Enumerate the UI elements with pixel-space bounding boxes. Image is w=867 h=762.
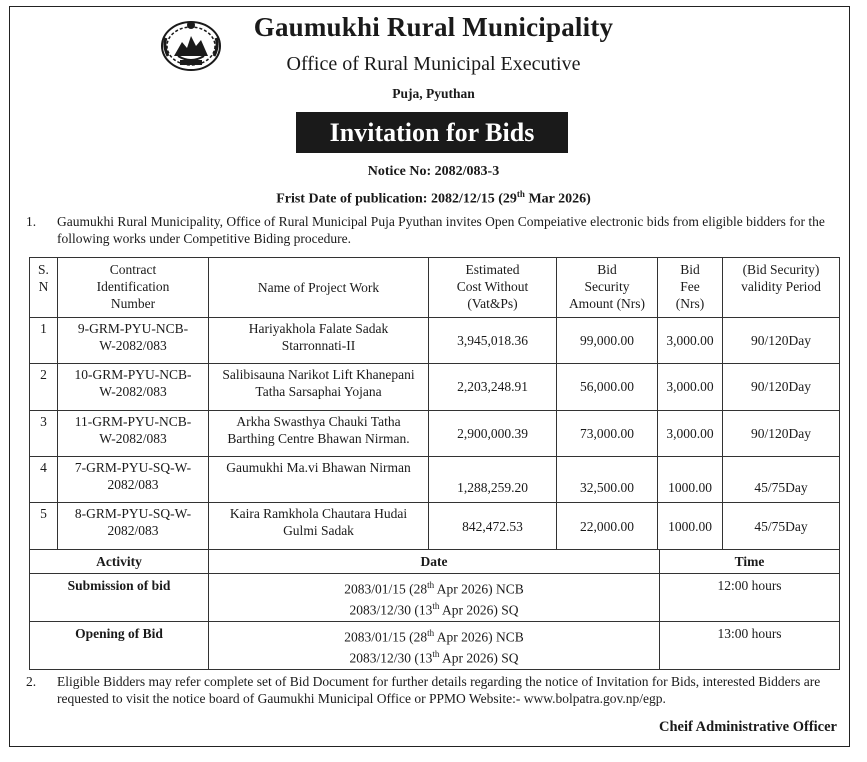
- signature-title: Cheif Administrative Officer: [659, 719, 837, 735]
- row-validity: 90/120Day: [723, 317, 840, 363]
- row-bid-fee: 3,000.00: [658, 410, 723, 456]
- row-bid-fee: 1000.00: [658, 457, 723, 503]
- row-bid-fee: 3,000.00: [658, 317, 723, 363]
- schedule-time: 12:00 hours: [660, 574, 840, 622]
- row-contract-id: 8-GRM-PYU-SQ-W- 2082/083: [58, 503, 209, 550]
- row-bid-security: 22,000.00: [557, 503, 658, 550]
- row-bid-fee: 3,000.00: [658, 364, 723, 410]
- row-contract-id: 10-GRM-PYU-NCB- W-2082/083: [58, 364, 209, 410]
- organization-title: Gaumukhi Rural Municipality: [253, 12, 614, 42]
- table-row: [30, 364, 840, 410]
- notice-banner: Invitation for Bids: [296, 112, 568, 153]
- schedule-activity: Opening of Bid: [30, 622, 209, 670]
- schedule-table: [29, 549, 840, 670]
- row-validity: 45/75Day: [723, 503, 840, 550]
- paragraph-number: 1.: [26, 214, 37, 229]
- row-project-name: Arkha Swasthya Chauki Tatha Barthing Centre Bhawan Nirman.: [209, 410, 429, 456]
- schedule-header: [30, 550, 840, 574]
- row-contract-id: 7-GRM-PYU-SQ-W- 2082/083: [58, 457, 209, 503]
- row-project-name: Hariyakhola Falate Sadak Starronnati-II: [209, 317, 429, 363]
- row-sn: 1: [30, 317, 58, 363]
- row-sn: 5: [30, 503, 58, 550]
- office-name: Office of Rural Municipal Executive: [286, 53, 581, 75]
- schedule-time: 13:00 hours: [660, 622, 840, 670]
- header-contract-id: Contract Identification Number: [58, 258, 209, 318]
- header-time: Time: [660, 550, 840, 574]
- table-row: [30, 622, 840, 670]
- row-project-name: Gaumukhi Ma.vi Bhawan Nirman: [209, 457, 429, 503]
- header-bid-security: Bid Security Amount (Nrs): [557, 258, 658, 318]
- table-row: [30, 503, 840, 550]
- row-bid-security: 99,000.00: [557, 317, 658, 363]
- row-bid-security: 56,000.00: [557, 364, 658, 410]
- table-row: [30, 317, 840, 363]
- office-location: Puja, Pyuthan: [392, 86, 475, 101]
- header-project-name: Name of Project Work: [209, 258, 429, 318]
- row-contract-id: 9-GRM-PYU-NCB- W-2082/083: [58, 317, 209, 363]
- row-project-name: Salibisauna Narikot Lift Khanepani Tatha Sarsaphai Yojana: [209, 364, 429, 410]
- row-validity: 45/75Day: [723, 457, 840, 503]
- paragraph-text: Gaumukhi Rural Municipality, Office of Rural Municipal Puja Pyuthan invites Open Compeiative electronic bids from eligible bidders for the following works under Competitive Biding procedure.: [57, 214, 825, 246]
- row-project-name: Kaira Ramkhola Chautara Hudai Gulmi Sadak: [209, 503, 429, 550]
- row-contract-id: 11-GRM-PYU-NCB- W-2082/083: [58, 410, 209, 456]
- bid-table-header: [30, 258, 840, 318]
- row-sn: 3: [30, 410, 58, 456]
- paragraph-number: 2.: [26, 674, 37, 689]
- header-activity: Activity: [30, 550, 209, 574]
- row-bid-security: 73,000.00: [557, 410, 658, 456]
- row-validity: 90/120Day: [723, 364, 840, 410]
- table-row: [30, 410, 840, 456]
- row-sn: 4: [30, 457, 58, 503]
- notice-number: Notice No: 2082/083-3: [367, 164, 500, 179]
- row-sn: 2: [30, 364, 58, 410]
- row-validity: 90/120Day: [723, 410, 840, 456]
- row-estimated-cost: 1,288,259.20: [429, 457, 557, 503]
- table-row: [30, 457, 840, 503]
- header-sn: S. N: [30, 258, 58, 318]
- intro-paragraph: [26, 213, 841, 247]
- header-validity-period: (Bid Security) validity Period: [723, 258, 840, 318]
- header-estimated-cost: Estimated Cost Without (Vat&Ps): [429, 258, 557, 318]
- row-bid-fee: 1000.00: [658, 503, 723, 550]
- header-date: Date: [209, 550, 660, 574]
- row-estimated-cost: 842,472.53: [429, 503, 557, 550]
- schedule-date: 2083/01/15 (28th Apr 2026) NCB 2083/12/30 (13th Apr 2026) SQ: [209, 574, 660, 622]
- row-estimated-cost: 2,203,248.91: [429, 364, 557, 410]
- row-estimated-cost: 2,900,000.39: [429, 410, 557, 456]
- row-bid-security: 32,500.00: [557, 457, 658, 503]
- note-paragraph: [26, 673, 841, 707]
- header-bid-fee: Bid Fee (Nrs): [658, 258, 723, 318]
- publication-date: Frist Date of publication: 2082/12/15 (29th Mar 2026): [276, 189, 591, 207]
- row-estimated-cost: 3,945,018.36: [429, 317, 557, 363]
- schedule-date: 2083/01/15 (28th Apr 2026) NCB 2083/12/30 (13th Apr 2026) SQ: [209, 622, 660, 670]
- schedule-activity: Submission of bid: [30, 574, 209, 622]
- bid-table: [29, 257, 840, 550]
- paragraph-text: Eligible Bidders may refer complete set of Bid Document for further details regarding the notice of Invitation for Bids, interested Bidders are requested to visit the notice board of Gaumukhi Municipal Office or PPMO Website:- www.bolpatra.gov.np/egp.: [57, 674, 821, 706]
- table-row: [30, 574, 840, 622]
